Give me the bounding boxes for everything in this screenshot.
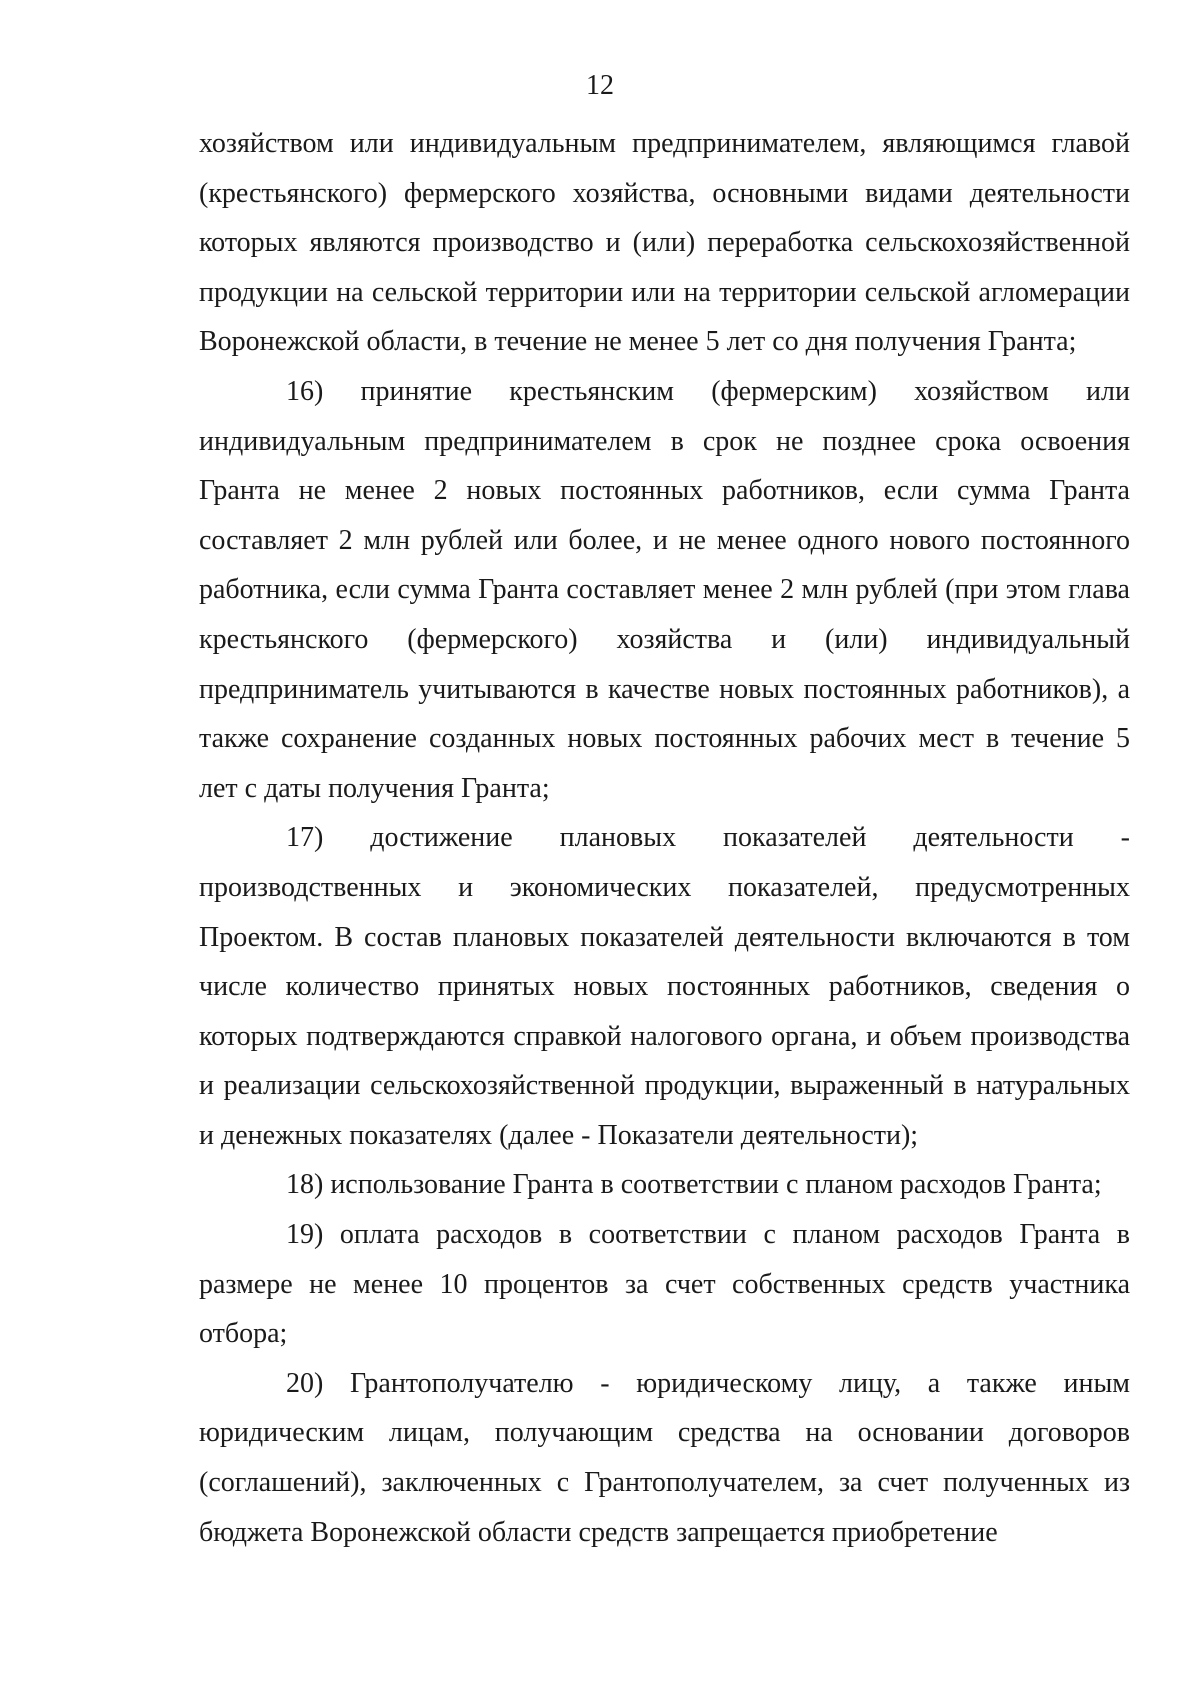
paragraph-item-18: 18) использование Гранта в соответствии с планом расходов Гранта; bbox=[286, 1169, 1102, 1201]
paragraph-item-20: 20) Грантополучателю - юридическому лицу, а также иным юридическим лицам, получающим средства на основании договоров (соглашений), заключенных с Грантополучателем, за счет полученных из бюджета Воронежской области средств запрещается приобретение bbox=[199, 1367, 1130, 1548]
paragraph-item-17: 17) достижение плановых показателей деятельности - производственных и экономических показателей, предусмотренных Проектом. В состав плановых показателей деятельности включаются в том числе количество принятых новых постоянных работников, сведения о которых подтверждаются справкой налогового органа, и объем производства и реализации сельскохозяйственной продукции, выраженный в натуральных и денежных показателях (далее - Показатели деятельности); bbox=[199, 822, 1130, 1151]
paragraph-continuation: хозяйством или индивидуальным предпринимателем, являющимся главой (крестьянского) фермерского хозяйства, основными видами деятельности которых являются производство и (или) переработка сельскохозяйственной продукции на сельской территории или на территории сельской агломерации Воронежской области, в течение не менее 5 лет со дня получения Гранта; bbox=[199, 128, 1130, 358]
document-body bbox=[199, 119, 1130, 1557]
paragraph-item-19: 19) оплата расходов в соответствии с планом расходов Гранта в размере не менее 10 процентов за счет собственных средств участника отбора; bbox=[199, 1219, 1130, 1350]
paragraph-item-16: 16) принятие крестьянским (фермерским) хозяйством или индивидуальным предпринимателем в срок не позднее срока освоения Гранта не менее 2 новых постоянных работников, если сумма Гранта составляет 2 млн рублей или более, и не менее одного нового постоянного работника, если сумма Гранта составляет менее 2 млн рублей (при этом глава крестьянского (фермерского) хозяйства и (или) индивидуальный предприниматель учитываются в качестве новых постоянных работников), а также сохранение созданных новых постоянных рабочих мест в течение 5 лет с даты получения Гранта; bbox=[199, 375, 1130, 804]
page-number: 12 bbox=[586, 70, 614, 101]
